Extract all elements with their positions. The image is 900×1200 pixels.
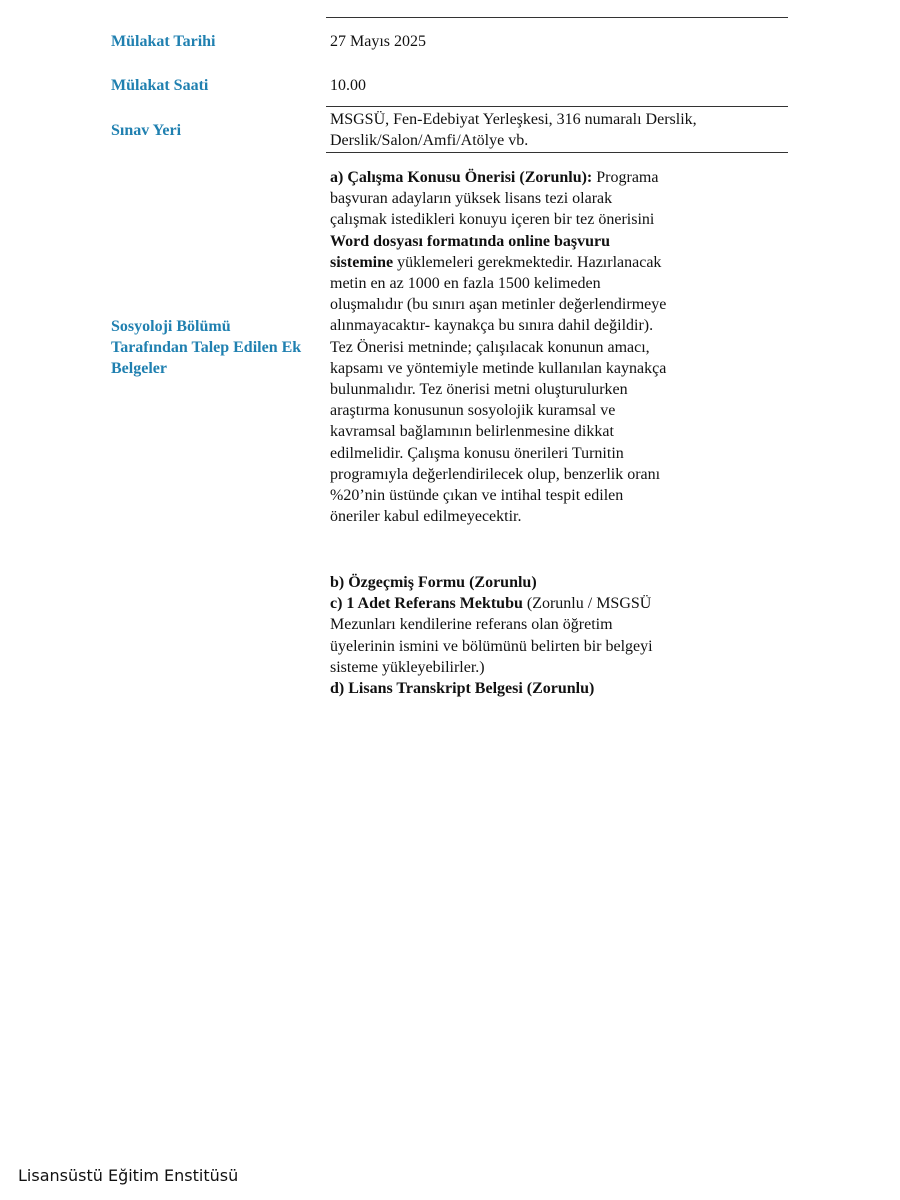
text-span: yüklemeleri gerekmektedir. Hazırlanacak: [397, 253, 662, 271]
text-line: metin en az 1000 en fazla 1500 kelimeden: [330, 275, 601, 293]
additional-documents-label: [111, 316, 326, 379]
interview-date-value: 27 Mayıs 2025: [330, 33, 426, 50]
text-line: kavramsal bağlamının belirlenmesine dikkat: [330, 423, 614, 441]
label-line: Tarafından Talep Edilen Ek: [111, 339, 302, 356]
interview-time-value: 10.00: [330, 77, 366, 94]
text-line: [330, 252, 740, 273]
text-line: kapsamı ve yöntemiyle metinde kullanılan kaynakça: [330, 359, 667, 377]
text-line: üyelerinin ismini ve bölümünü belirten bir belgeyi: [330, 637, 653, 655]
text-span: (Zorunlu / MSGSÜ: [526, 595, 652, 613]
text-line: Mezunları kendilerine referans olan öğretim: [330, 616, 613, 634]
item-a-title: a) Çalışma Konusu Önerisi (Zorunlu):: [330, 169, 593, 186]
text-line: sisteme yükleyebilirler.): [330, 658, 485, 676]
text-line: [330, 231, 740, 252]
text-line: oluşmalıdır (bu sınırı aşan metinler değerlendirmeye: [330, 296, 667, 314]
thesis-proposal-requirement: [330, 167, 740, 527]
text-line: öneriler kabul edilmeyecektir.: [330, 508, 522, 526]
institute-footer: Lisansüstü Eğitim Enstitüsü: [18, 1166, 239, 1185]
text-line: [330, 678, 740, 699]
bold-text: sistemine: [330, 253, 394, 271]
text-line: başvuran adayların yüksek lisans tezi olarak: [330, 190, 613, 208]
text-line: [330, 167, 740, 188]
text-line: edilmelidir. Çalışma konusu önerileri Turnitin: [330, 444, 624, 462]
text-line: %20’nin üstünde çıkan ve intihal tespit edilen: [330, 487, 624, 505]
label-line: Sosyoloji Bölümü: [111, 318, 231, 335]
text-line: [330, 593, 740, 614]
table-row-divider: [326, 152, 788, 153]
text-line: Tez Önerisi metninde; çalışılacak konunun amacı,: [330, 338, 650, 356]
interview-date-label: Mülakat Tarihi: [111, 33, 216, 50]
exam-location-label: Sınav Yeri: [111, 122, 182, 139]
text-line: programıyla değerlendirilecek olup, benzerlik oranı: [330, 465, 661, 483]
text-span: Programa: [596, 169, 659, 186]
exam-location-line: MSGSÜ, Fen-Edebiyat Yerleşkesi, 316 numaralı Derslik,: [330, 111, 697, 128]
text-line: çalışmak istedikleri konuyu içeren bir tez önerisini: [330, 211, 655, 229]
item-c-title: c) 1 Adet Referans Mektubu: [330, 595, 523, 613]
exam-location-value: [330, 109, 770, 151]
bold-text: Word dosyası formatında online başvuru: [330, 232, 611, 250]
item-d-title: d) Lisans Transkript Belgesi (Zorunlu): [330, 680, 595, 698]
exam-location-line: Derslik/Salon/Amfi/Atölye vb.: [330, 132, 529, 149]
text-line: [330, 572, 740, 593]
text-line: bulunmalıdır. Tez önerisi metni oluşturulurken: [330, 381, 628, 399]
text-line: araştırma konusunun sosyolojik kuramsal ve: [330, 402, 616, 420]
text-line: alınmayacaktır- kaynakça bu sınıra dahil değildir).: [330, 317, 654, 335]
other-documents-list: [330, 572, 740, 699]
interview-time-label: Mülakat Saati: [111, 77, 209, 94]
table-top-border: [326, 17, 788, 18]
label-line: Belgeler: [111, 360, 167, 377]
table-row-divider: [326, 106, 788, 107]
item-b-title: b) Özgeçmiş Formu (Zorunlu): [330, 574, 537, 591]
